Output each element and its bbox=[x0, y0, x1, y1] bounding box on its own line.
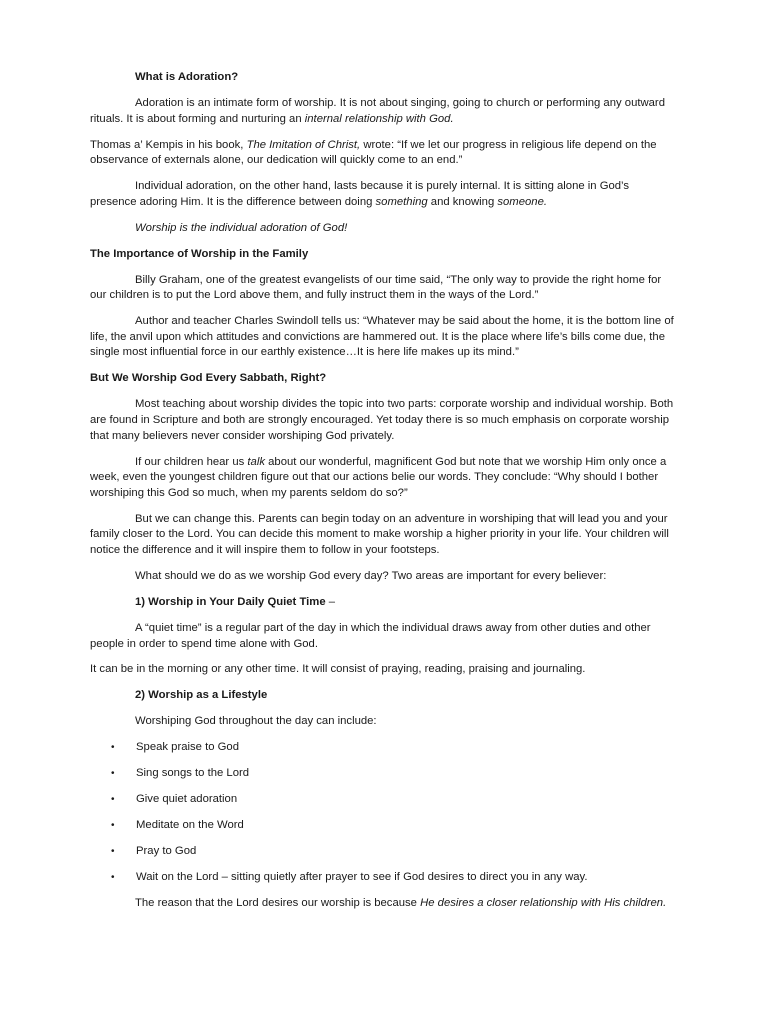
list-item-text: Speak praise to God bbox=[136, 741, 239, 754]
paragraph-quiet-time-definition: A “quiet time” is a regular part of the day in which the individual draws away from other duties and other people in order to spend time alone with God. bbox=[90, 621, 651, 650]
list-item-text: Pray to God bbox=[136, 845, 197, 858]
paragraph-what-should-we-do: What should we do as we worship God every day? Two areas are important for every believer: bbox=[135, 569, 607, 582]
bullet-icon: • bbox=[111, 768, 115, 780]
heading-what-is-adoration: What is Adoration? bbox=[135, 71, 239, 83]
heading-quiet-time-label: 1) Worship in Your Daily Quiet Time bbox=[135, 595, 326, 608]
list-item bbox=[90, 870, 678, 886]
bullet-icon: • bbox=[111, 820, 115, 832]
italic-run: something bbox=[375, 195, 428, 208]
list-item-text: Sing songs to the Lord bbox=[136, 767, 250, 780]
italic-run: internal relationship with God. bbox=[304, 112, 454, 125]
text-run: Thomas a’ Kempis in his book, bbox=[90, 138, 247, 151]
paragraph-kempis-quote bbox=[90, 138, 678, 169]
italic-run: someone. bbox=[497, 195, 547, 208]
paragraph-corporate-worship: Most teaching about worship divides the topic into two parts: corporate worship and individual worship. Both are found in Scripture and both are strongly encouraged. Yet today there is so much emphasis on corporate worship that many believers never consider worshiping God privately. bbox=[90, 398, 674, 442]
text-run: The reason that the Lord desires our worship is because bbox=[135, 897, 421, 910]
italic-run: talk bbox=[247, 455, 265, 468]
paragraph-morning: It can be in the morning or any other time. It will consist of praying, reading, praising and journaling. bbox=[90, 663, 586, 676]
book-title: The Imitation of Christ, bbox=[246, 138, 361, 151]
paragraph-we-can-change: But we can change this. Parents can begin today on an adventure in worshiping that will lead you and your family closer to the Lord. You can decide this moment to make worship a higher priority in your life. Your children will notice the difference and it will inspire them to follow in your footsteps. bbox=[90, 512, 669, 556]
list-item-text: Wait on the Lord – sitting quietly after prayer to see if God desires to direct you in any way. bbox=[136, 871, 588, 884]
list-item bbox=[90, 766, 678, 782]
paragraph-closing bbox=[90, 896, 678, 912]
worship-list bbox=[90, 740, 678, 886]
heading-importance-of-worship: The Importance of Worship in the Family bbox=[90, 247, 309, 260]
text-run: Adoration is an intimate form of worship. It is not about singing, going to church or performing any outward rituals. It is about forming and nurturing an bbox=[90, 96, 665, 125]
bullet-icon: • bbox=[111, 742, 115, 754]
list-item bbox=[90, 792, 678, 808]
text-run: and knowing bbox=[427, 195, 498, 208]
paragraph-individual-adoration bbox=[90, 179, 678, 210]
heading-lifestyle: 2) Worship as a Lifestyle bbox=[135, 689, 268, 702]
italic-run: He desires a closer relationship with His children. bbox=[420, 897, 667, 910]
paragraph-adoration-intro bbox=[90, 96, 678, 127]
paragraph-throughout-day: Worshiping God throughout the day can include: bbox=[135, 715, 377, 728]
bullet-icon: • bbox=[111, 794, 115, 806]
text-run: about our wonderful, magnificent God but note that we worship Him only once a week, even the youngest children figure out that our actions belie our words. They conclude: “Why should I bother worshiping this God so much, when my parents seldom do so?” bbox=[90, 455, 667, 499]
text-run: Individual adoration, on the other hand, lasts because it is purely internal. It is sitting alone in God’s presence adoring Him. It is the difference between doing bbox=[90, 180, 630, 208]
text-run: If our children hear us bbox=[135, 455, 248, 468]
paragraph-charles-swindoll: Author and teacher Charles Swindoll tells us: “Whatever may be said about the home, it is the bottom line of life, the anvil upon which attitudes and convictions are hammered out. It is the place where life’s bills come due, the single most influential force in our earthly existence…It is here life makes up its mind.” bbox=[90, 315, 674, 359]
paragraph-worship-definition: Worship is the individual adoration of God! bbox=[135, 221, 348, 234]
list-item-text: Meditate on the Word bbox=[136, 819, 244, 832]
paragraph-children-hear bbox=[90, 455, 678, 502]
text-run: – bbox=[325, 595, 336, 608]
list-item bbox=[90, 818, 678, 834]
text-run: wrote: “If we let our progress in religious life depend on the observance of externals alone, our dedication will quickly come to an end.” bbox=[90, 138, 657, 167]
list-item bbox=[90, 740, 678, 756]
heading-quiet-time bbox=[90, 595, 678, 611]
list-item-text: Give quiet adoration bbox=[136, 793, 238, 806]
heading-sabbath: But We Worship God Every Sabbath, Right? bbox=[90, 372, 327, 385]
bullet-icon: • bbox=[111, 872, 115, 884]
paragraph-billy-graham: Billy Graham, one of the greatest evangelists of our time said, “The only way to provide the right home for our children is to put the Lord above them, and fully instruct them in the ways of the Lord.” bbox=[90, 273, 662, 302]
bullet-icon: • bbox=[111, 846, 115, 858]
list-item bbox=[90, 844, 678, 860]
